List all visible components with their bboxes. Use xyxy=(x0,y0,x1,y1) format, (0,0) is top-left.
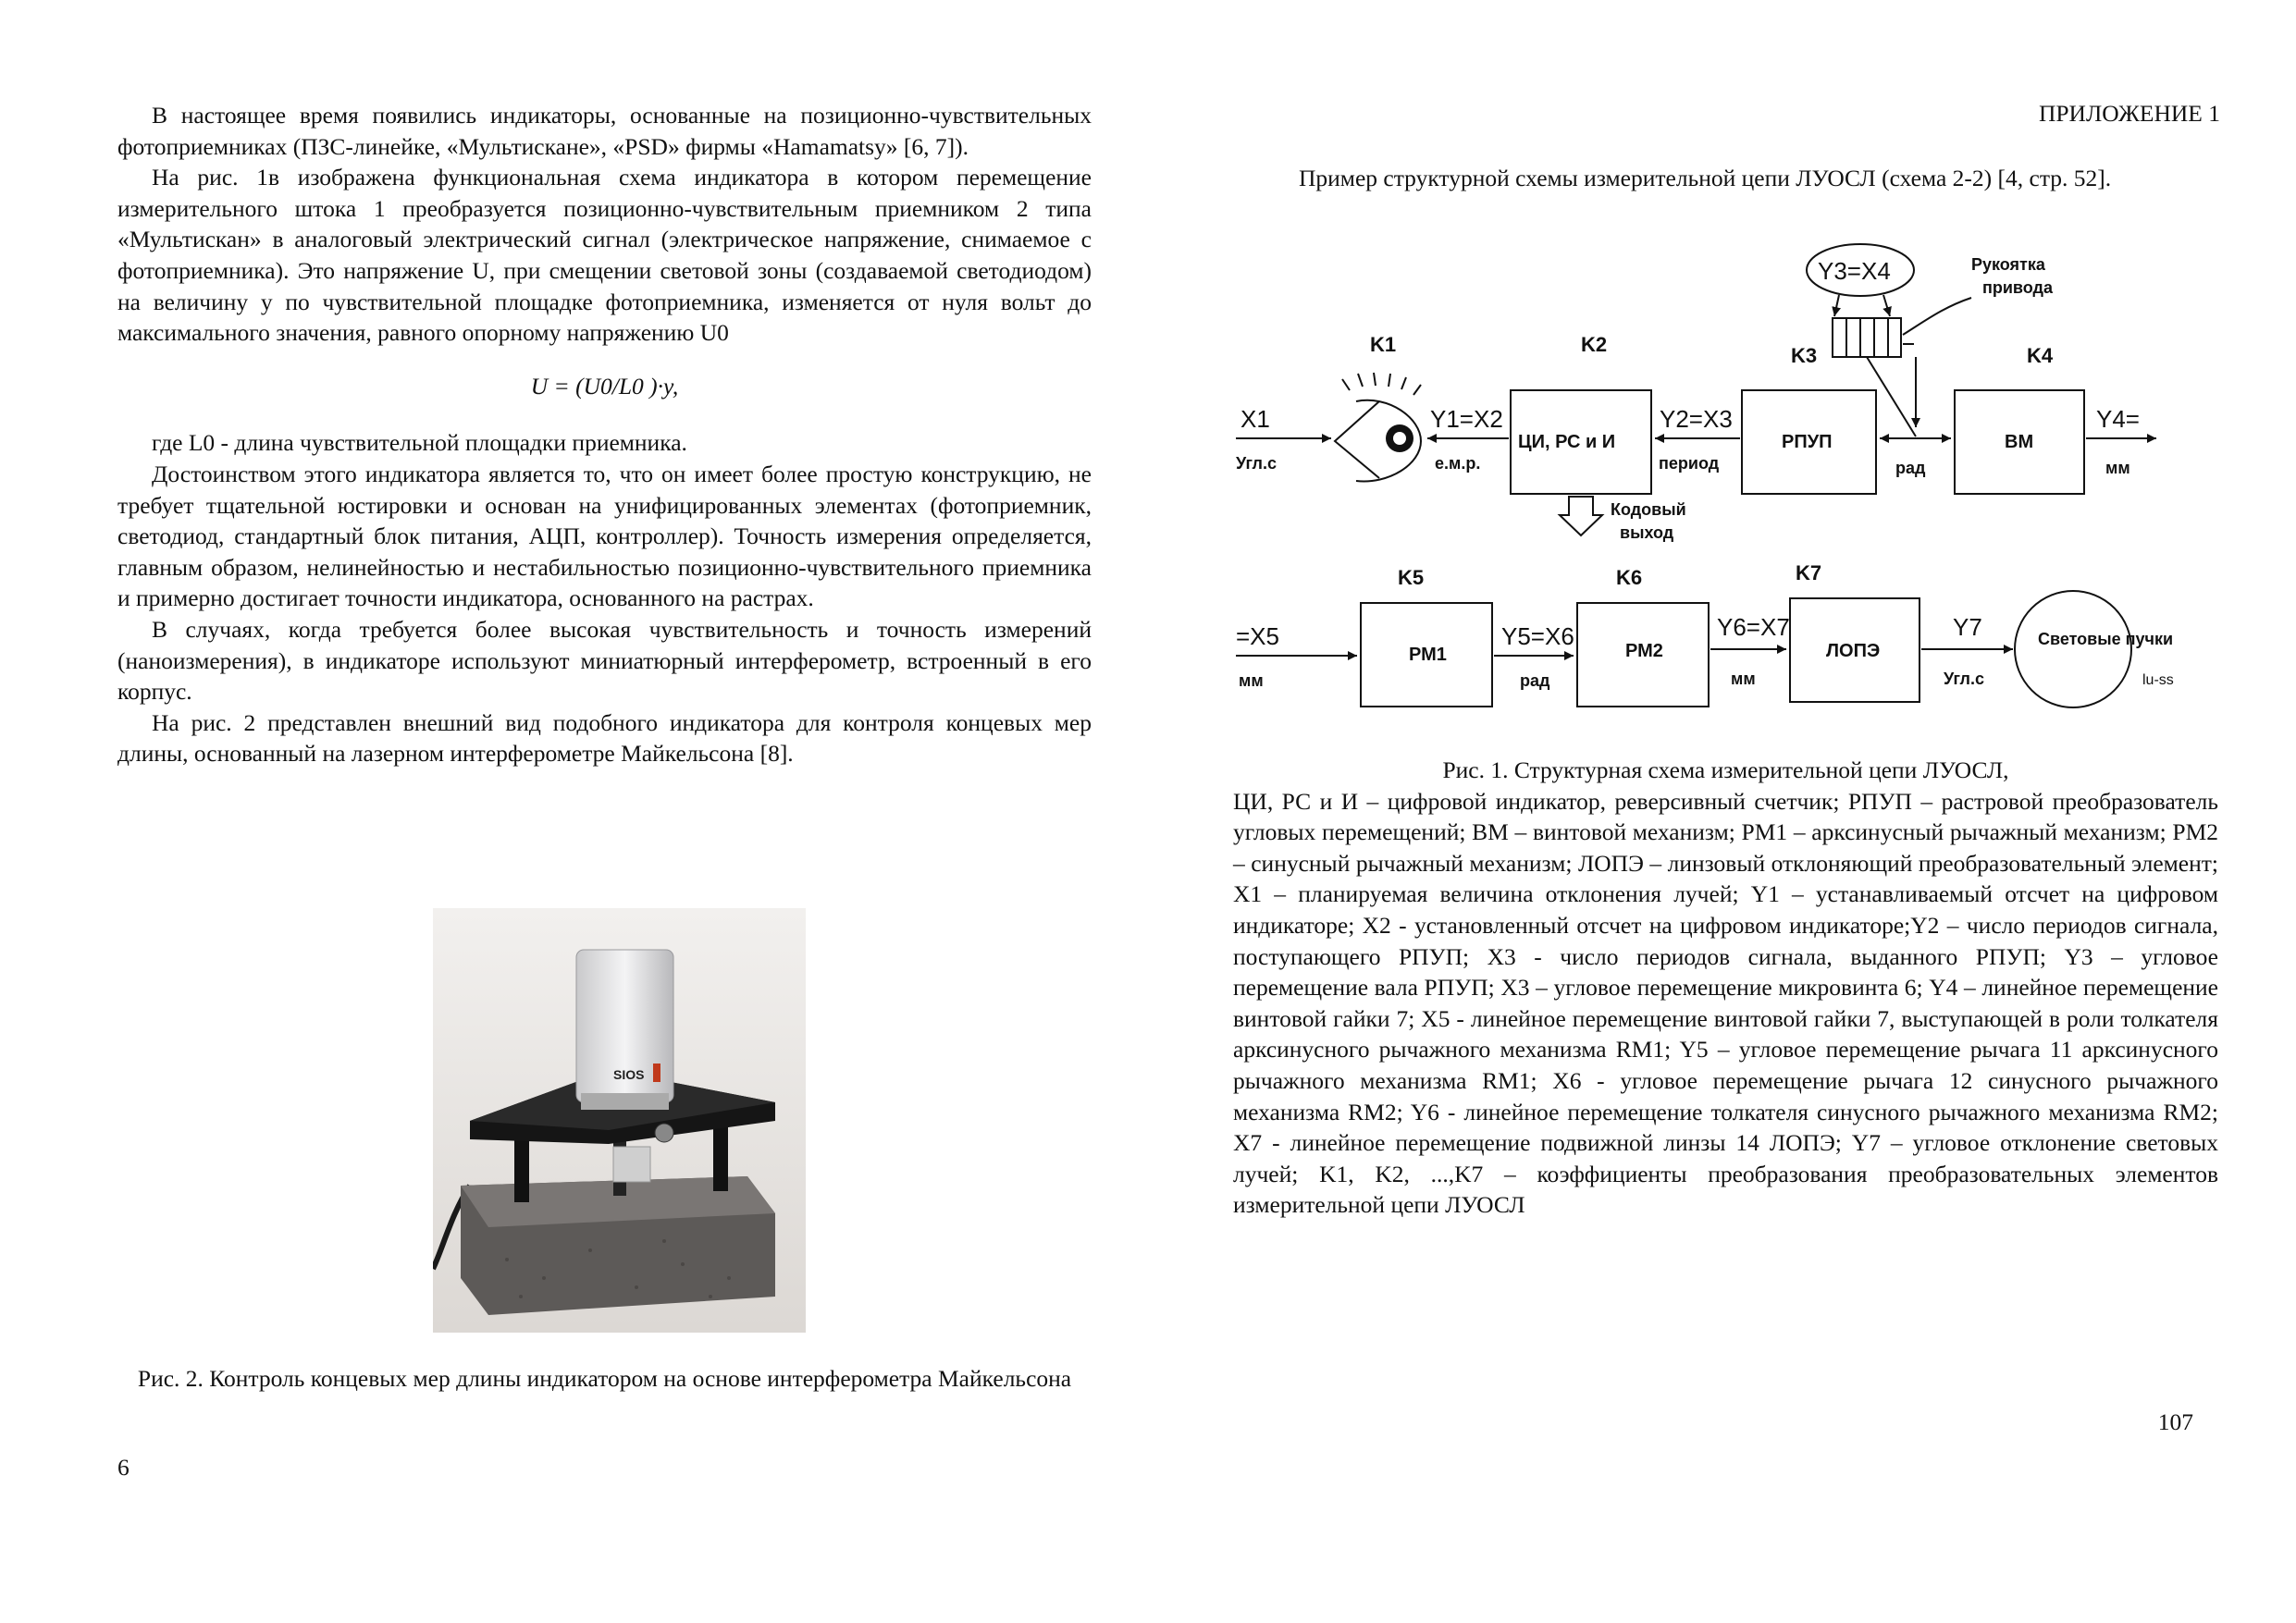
light-beams-label: Световые пучки xyxy=(2038,630,2174,648)
unit-ugl2: Угл.с xyxy=(1944,670,1985,688)
signal-y5x6: Y5=X6 xyxy=(1501,622,1574,650)
block-lope-label: ЛОПЭ xyxy=(1826,641,1881,661)
appendix-heading: ПРИЛОЖЕНИЕ 1 xyxy=(2038,100,2220,127)
indicator-photo-drawing xyxy=(433,908,806,1333)
unit-mm3: мм xyxy=(1731,670,1756,688)
signal-y1x2: Y1=X2 xyxy=(1430,405,1503,433)
figure-1-caption-title: Рис. 1. Структурная схема измерительной цепи ЛУОСЛ, xyxy=(1442,756,2009,783)
k3-label: K3 xyxy=(1791,344,1818,367)
block-vm-label: ВМ xyxy=(2005,432,2034,452)
k4-label: K4 xyxy=(2027,344,2054,367)
signal-y6x7: Y6=X7 xyxy=(1717,613,1790,641)
unit-rad1: рад xyxy=(1895,459,1926,477)
paragraph-4: Достоинством этого индикатора является то, что он имеет более простую конструкцию, не требует тщательной юстировки и основан на унифицированных элементах (фотоприемник, светодиод, стандартный блок питания, АЦП, контроллер). Точность измерения определяется, главным образом, нелинейностью и нестабильностью позиционно-чувствительного приемника и примерно достигает точности индикатора, основанного на растрах. xyxy=(117,460,1092,612)
signal-y3x4: Y3=X4 xyxy=(1818,257,1891,285)
paragraph-6: На рис. 2 представлен внешний вид подобного индикатора для контроля концевых мер длины, основанный на лазерном интерферометре Майкельсона [8]. xyxy=(117,708,1092,768)
k5-label: K5 xyxy=(1398,566,1425,589)
figure-2-caption: Рис. 2. Контроль концевых мер длины индикатором на основе интерферометра Майкельсона xyxy=(137,1365,1072,1392)
right-page xyxy=(1148,0,2296,1623)
block-rm2-label: РМ2 xyxy=(1625,641,1663,661)
paragraph-2: На рис. 1в изображена функциональная схема индикатора в котором перемещение измерительного штока 1 преобразуется позиционно-чувствительным приемником 2 типа «Мультискан» в аналоговый электрический сигнал (электрическое напряжение, снимаемое с фотоприемника). Это напряжение U, при смещении световой зоны (создаваемой светодиодом) на величину y по чувствительной площадке фотоприемника, изменяется от нуля вольт до максимального значения, равного опорному напряжению U0 xyxy=(117,164,1092,347)
diagram-canvas xyxy=(1231,242,2221,746)
unit-mm2: мм xyxy=(1239,671,1264,690)
unit-ugl1: Угл.с xyxy=(1236,454,1278,473)
figure-1-caption xyxy=(1233,755,2218,1221)
signal-x1: X1 xyxy=(1241,405,1270,433)
code-out-label-1: Кодовый xyxy=(1611,500,1686,519)
left-body-text xyxy=(117,100,1092,769)
figure-1-caption-body: ЦИ, РС и И – цифровой индикатор, реверсивный счетчик; РПУП – растровой преобразователь угловых перемещений; ВМ – винтовой механизм; РМ1 – арксинусный рычажный механизм; РМ2 – синусный рычажный механизм; ЛОПЭ – линзовый отклоняющий преобразовательный элемент; X1 – планируемая величина отклонения лучей; Y1 – устанавливаемый отсчет на цифровом индикаторе; X2 - установленный отсчет на цифровом индикаторе;Y2 – число периодов сигнала, поступающего РПУП; X3 - число периодов сигнала, выданного РПУП; Y3 – угловое перемещение вала РПУП; X3 – угловое перемещение микровинта 6; Y4 – линейное перемещение винтовой гайки 7; X5 - линейное перемещение винтовой гайки 7, выступающей в роли толкателя арксинусного рычажного механизма RM1; Y5 – угловое перемещение рычага 11 арксинусного рычажного механизма RM1; X6 - угловое перемещение рычага 12 синусного рычажного механизма RM2; Y6 - линейное перемещение толкателя синусного рычажного механизма RM2; X7 - линейное перемещение подвижной линзы 14 ЛОПЭ; Y7 – угловое отклонение световых лучей; K1, K2, ...,K7 – коэффициенты преобразования преобразовательных элементов измерительной цепи ЛУОСЛ xyxy=(1233,787,2218,1219)
diagram-tag: lu-ss xyxy=(2142,672,2174,688)
indicator-photo xyxy=(433,908,806,1333)
unit-mm1: мм xyxy=(2105,459,2130,477)
k6-label: K6 xyxy=(1616,566,1643,589)
handle-block xyxy=(1833,318,1901,357)
unit-period: период xyxy=(1659,454,1720,473)
photo-brand: SIOS xyxy=(613,1067,645,1082)
signal-y4: Y4= xyxy=(2096,405,2140,433)
signal-x5: =X5 xyxy=(1236,622,1279,650)
paragraph-1: В настоящее время появились индикаторы, основанные на позиционно-чувствительных фотоприемниках (ПЗС-линейке, «Мультискане», «PSD» фирмы «Hamamatsy» [6, 7]). xyxy=(117,102,1092,160)
page-number-left: 6 xyxy=(117,1454,130,1481)
k2-label: K2 xyxy=(1581,333,1608,356)
structural-diagram xyxy=(1231,242,2221,746)
block-light-beams xyxy=(2015,591,2131,707)
paragraph-5: В случаях, когда требуется более высокая чувствительность и точность измерений (наноизмерения), в индикаторе используют миниатюрный интерферометр, встроенный в его корпус. xyxy=(117,615,1092,706)
eye-icon xyxy=(1335,373,1421,481)
unit-emr: е.м.р. xyxy=(1435,454,1481,473)
handle-label-2: привода xyxy=(1982,278,2053,297)
signal-y7: Y7 xyxy=(1953,613,1982,641)
page-number-right: 107 xyxy=(2157,1408,2193,1435)
formula: U = (U0/L0 )·y, xyxy=(530,372,679,400)
unit-rad2: рад xyxy=(1520,671,1550,690)
signal-y2x3: Y2=X3 xyxy=(1660,405,1733,433)
block-rm1-label: РМ1 xyxy=(1409,645,1447,665)
handle-label-1: Рукоятка xyxy=(1971,255,2045,274)
k1-label: K1 xyxy=(1370,333,1397,356)
block-ci-rs-i-label: ЦИ, РС и И xyxy=(1518,432,1616,452)
block-rpup-label: РПУП xyxy=(1782,432,1833,452)
paragraph-3: где L0 - длина чувствительной площадки приемника. xyxy=(152,429,687,457)
code-out-label-2: выход xyxy=(1620,523,1674,542)
scheme-title: Пример структурной схемы измерительной цепи ЛУОСЛ (схема 2-2) [4, стр. 52]. xyxy=(1299,165,2112,191)
k7-label: K7 xyxy=(1796,561,1822,584)
